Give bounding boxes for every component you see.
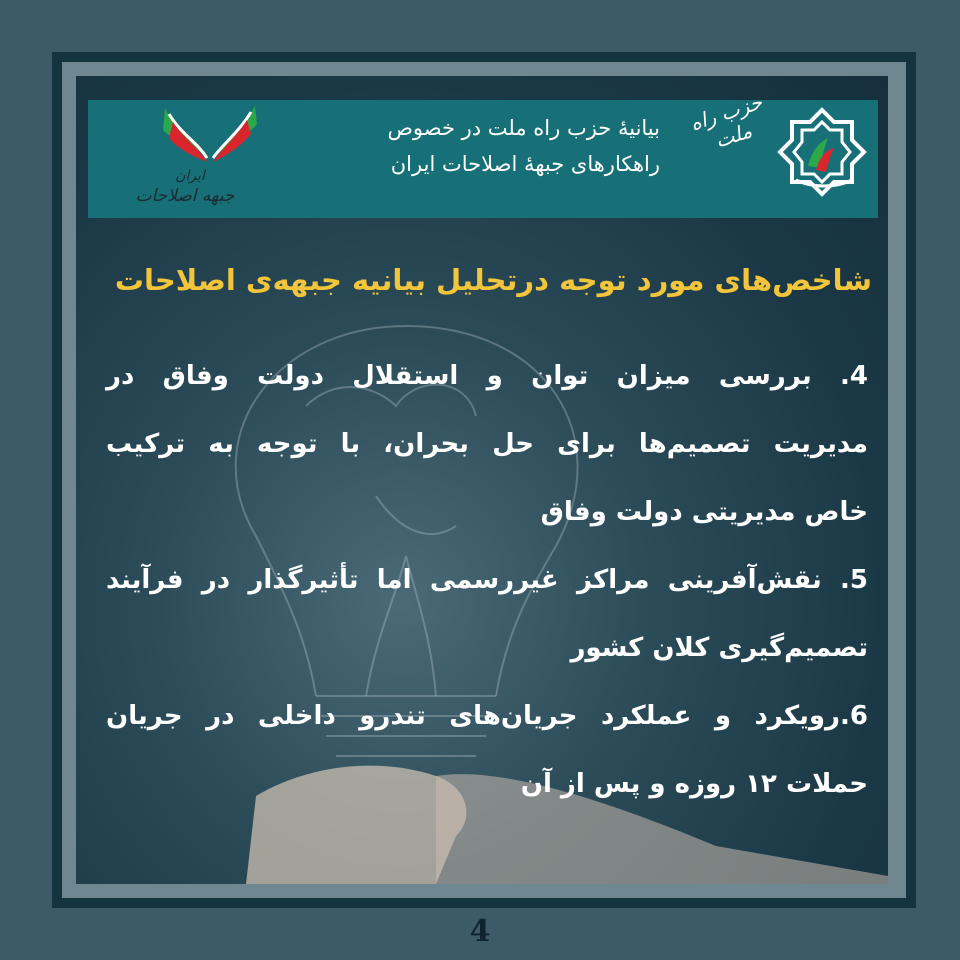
list-item-line: مدیریت تصمیم‌ها برای حل بحران، با توجه به ترکیب <box>106 429 868 459</box>
header-title <box>290 110 660 182</box>
list-item-line: خاص مدیریتی دولت وفاق <box>540 497 868 527</box>
list-item-line: تصمیم‌گیری کلان کشور <box>570 633 868 663</box>
left-logo-line1: ایران <box>175 168 205 184</box>
page-number: 4 <box>469 914 491 949</box>
list-item-6 <box>106 682 868 818</box>
body-text <box>106 342 868 818</box>
left-logo-line2: جبهه اصلاحات <box>135 186 235 206</box>
list-item-line: 4. بررسی میزان توان و استقلال دولت وفاق در <box>106 361 868 391</box>
list-item-4 <box>106 342 868 546</box>
list-item-5 <box>106 546 868 682</box>
rah-mellat-party-logo-icon <box>772 106 872 202</box>
list-item-line: 6.رویکرد و عملکرد جریان‌های تندرو داخلی در جریان <box>106 701 868 731</box>
list-item-line: حملات ۱۲ روزه و پس از آن <box>520 769 868 799</box>
list-item-line: 5. نقش‌آفرینی مراکز غیررسمی اما تأثیرگذار در فرآیند <box>106 565 868 595</box>
header-title-line2: راهکارهای جبهۀ اصلاحات ایران <box>390 152 660 176</box>
section-heading: شاخص‌های مورد توجه درتحلیل بیانیه جبهه‌ی اصلاحات <box>114 263 872 297</box>
right-logo-text: حزب راه ملت <box>686 89 766 153</box>
left-logo-text <box>130 168 240 206</box>
header-title-line1: بیانیۀ حزب راه ملت در خصوص <box>387 116 660 140</box>
